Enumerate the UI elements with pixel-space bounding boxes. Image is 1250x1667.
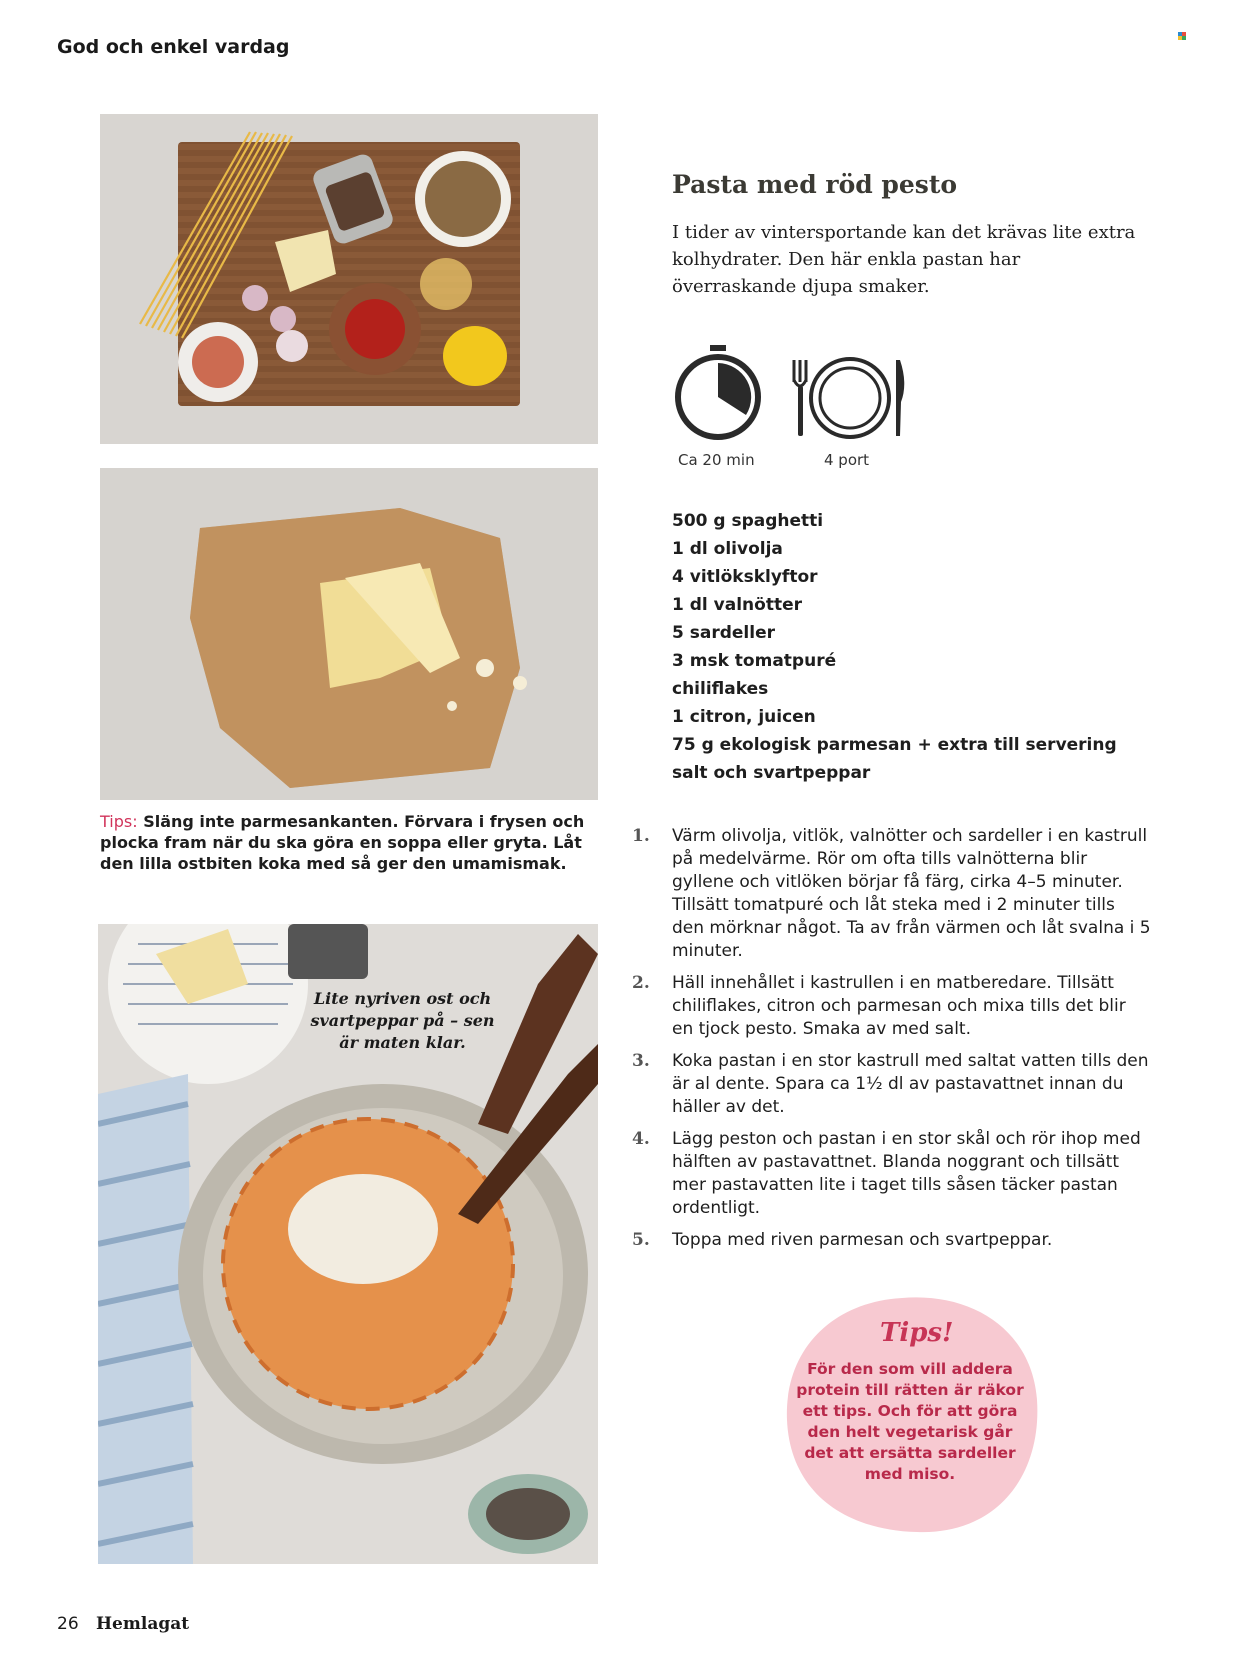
plate-cutlery-icon [790, 356, 908, 440]
step-text: Toppa med riven parmesan och svartpeppar. [672, 1230, 1053, 1250]
step-item [632, 1229, 1152, 1252]
ingredient-item: salt och svartpeppar [672, 763, 871, 783]
magazine-name: Hemlagat [96, 1614, 190, 1634]
photo-caption: Lite nyriven ost och svartpeppar på – sen är maten klar. [310, 989, 495, 1052]
ingredient-item: 75 g ekologisk parmesan + extra till servering [672, 735, 1117, 755]
left-tip-text: Släng inte parmesankanten. Förvara i frysen och plocka fram när du ska göra en soppa eller gryta. Låt den lilla ostbiten koka med så ger den umamismak. [100, 812, 585, 873]
step-number: 5. [632, 1230, 650, 1250]
step-number: 2. [632, 973, 650, 993]
left-tip [100, 811, 600, 874]
step-item [632, 1128, 1152, 1220]
ingredient-item: chiliflakes [672, 679, 769, 699]
tip-bubble-title: Tips! [880, 1318, 954, 1348]
step-number: 1. [632, 826, 650, 846]
recipe-title: Pasta med röd pesto [672, 170, 958, 199]
step-item [632, 972, 1152, 1041]
section-title: God och enkel vardag [57, 36, 290, 58]
instruction-steps [632, 825, 1152, 1261]
ingredient-item: 5 sardeller [672, 623, 775, 643]
tip-bubble-text: För den som vill addera protein till rätten är räkor ett tips. Och för att göra den helt vegetarisk går det att ersätta sardeller med miso. [796, 1360, 1024, 1483]
ingredient-item: 1 dl olivolja [672, 539, 783, 559]
step-number: 3. [632, 1051, 650, 1071]
ingredient-item: 3 msk tomatpuré [672, 651, 837, 671]
step-number: 4. [632, 1129, 650, 1149]
portions: 4 port [824, 451, 870, 469]
step-text: Lägg peston och pastan i en stor skål och rör ihop med hälften av pastavattnet. Blanda noggrant och tillsätt mer pastavatten lite i taget tills såsen täcker pastan ordentligt. [672, 1129, 1141, 1218]
step-text: Värm olivolja, vitlök, valnötter och sardeller i en kastrull på medelvärme. Rör om ofta tills valnötterna blir gyllene och vitlöken börjar få färg, cirka 4–5 minuter. Tillsätt tomatpuré och låt steka med i 2 minuter tills den mörknar något. Ta av från värmen och låt svalna i 5 minuter. [672, 826, 1151, 961]
ingredients-photo [100, 114, 598, 444]
step-item [632, 825, 1152, 963]
timer-icon [672, 345, 764, 441]
cooking-time: Ca 20 min [678, 451, 755, 469]
step-text: Koka pastan i en stor kastrull med saltat vatten tills den är al dente. Spara ca 1½ dl av pastavattnet innan du häller av det. [672, 1051, 1149, 1117]
parmesan-photo [100, 468, 598, 800]
ingredient-item: 4 vitlöksklyftor [672, 567, 818, 587]
ingredient-item: 500 g spaghetti [672, 511, 824, 531]
step-text: Häll innehållet i kastrullen i en matberedare. Tillsätt chiliflakes, citron och parmesan och mixa tills det blir en tjock pesto. Smaka av med salt. [672, 973, 1126, 1039]
page-number: 26 [57, 1614, 79, 1634]
recipe-intro: I tider av vintersportande kan det krävas lite extra kolhydrater. Den här enkla pastan har överraskande djupa smaker. [672, 222, 1136, 297]
ingredient-item: 1 citron, juicen [672, 707, 816, 727]
left-tip-label: Tips: [100, 812, 138, 831]
ingredient-list [672, 507, 1117, 787]
color-registration-mark [1178, 32, 1186, 40]
ingredient-item: 1 dl valnötter [672, 595, 802, 615]
step-item [632, 1050, 1152, 1119]
